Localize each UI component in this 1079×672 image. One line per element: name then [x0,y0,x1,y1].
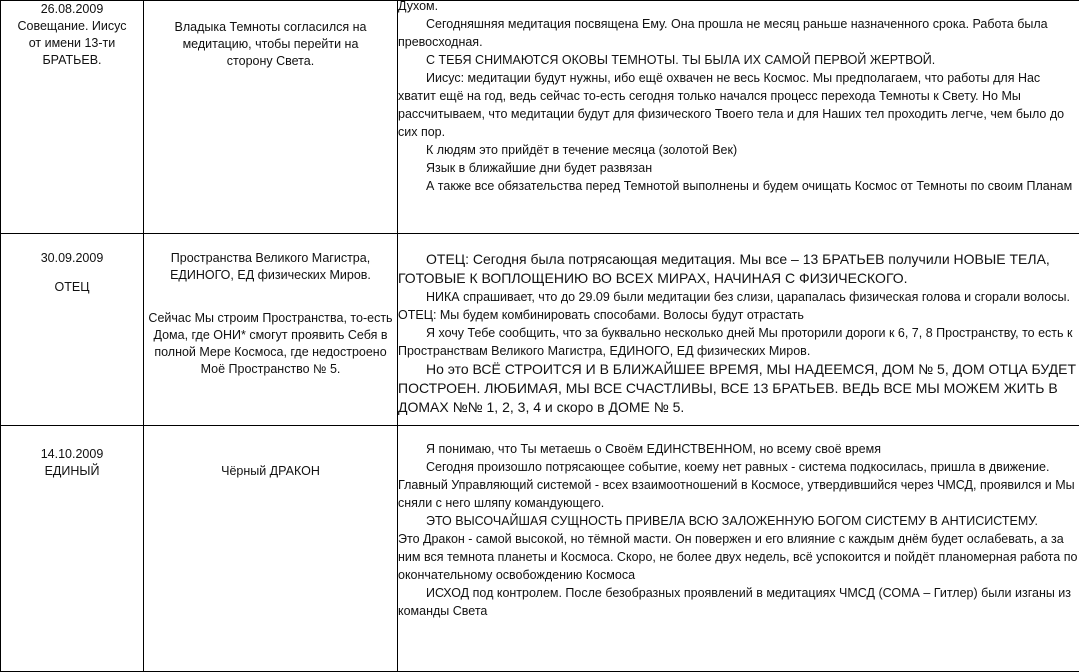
message-paragraph: С ТЕБЯ СНИМАЮТСЯ ОКОВЫ ТЕМНОТЫ. ТЫ БЫЛА ИХ САМОЙ ПЕРВОЙ ЖЕРТВОЙ. [398,51,1079,69]
message-paragraph: К людям это прийдёт в течение месяца (золотой Век) [398,141,1079,159]
entry-title: Владыка Темноты согласился на медитацию, чтобы перейти на сторону Света. [144,19,397,70]
title-cell [144,1,398,234]
message-paragraph: Язык в ближайшие дни будет развязан [398,159,1079,177]
message-paragraph: Но это ВСЁ СТРОИТСЯ И В БЛИЖАЙШЕЕ ВРЕМЯ, МЫ НАДЕЕМСЯ, ДОМ № 5, ДОМ ОТЦА БУДЕТ ПОСТРОЕН. ЛЮБИМАЯ, МЫ ВСЕ СЧАСТЛИВЫ, ВСЕ 13 БРАТЬЕВ. ВЕДЬ ВСЕ МЫ МОЖЕМ ЖИТЬ В ДОМАХ №№ 1, 2, 3, 4 и скоро в ДОМЕ № 5. [398,360,1079,417]
entry-title: Чёрный ДРАКОН [144,463,397,480]
message-paragraph: Это Дракон - самой высокой, но тёмной масти. Он повержен и его влияние с каждым днём будет ослабевать, а за ним вся темнота планеты и Космоса. Скоро, не более двух недель, всё успокоится и пойдёт планомерная работа по окончательному освобождению Космоса [398,530,1079,584]
message-paragraph: Я хочу Тебе сообщить, что за буквально несколько дней Мы проторили дороги к 6, 7, 8 Пространству, то есть к Пространствам Великого Магистра, ЕДИНОГО, ЕД физических Миров. [398,324,1079,360]
table-row [1,426,1079,672]
message-paragraph: ИСХОД под контролем. После безобразных проявлений в медитациях ЧМСД (СОМА – Гитлер) были изганы из команды Света [398,584,1079,620]
entry-date: 26.08.2009 [1,1,143,18]
message-paragraph: А также все обязательства перед Темнотой выполнены и будем очищать Космос от Темноты по своим Планам [398,177,1079,195]
entry-date: 14.10.2009 [1,446,143,463]
message-cell [398,426,1079,672]
message-paragraph: Духом. [398,1,1079,16]
entry-speaker: Совещание. Иисус от имени 13-ти БРАТЬЕВ. [1,18,143,69]
entry-date: 30.09.2009 [1,250,143,267]
message-paragraph: НИКА спрашивает, что до 29.09 были медитации без слизи, царапалась физическая голова и сгорали волосы. ОТЕЦ: Мы будем комбинировать способами. Волосы будут отрастать [398,288,1079,324]
message-paragraph: Я понимаю, что Ты метаешь о Своём ЕДИНСТВЕННОМ, но всему своё время [398,440,1079,458]
table-row [1,234,1079,426]
entry-subtitle: Сейчас Мы строим Пространства, то-есть Дома, где ОНИ* смогут проявить Себя в полной Мере Космоса, где недостроено Моё Пространство № 5. [144,310,397,378]
message-paragraph: ЭТО ВЫСОЧАЙШАЯ СУЩНОСТЬ ПРИВЕЛА ВСЮ ЗАЛОЖЕННУЮ БОГОМ СИСТЕМУ В АНТИСИСТЕМУ. [398,512,1079,530]
date-cell [1,234,144,426]
message-paragraph: Иисус: медитации будут нужны, ибо ещё охвачен не весь Космос. Мы предполагаем, что работы для Нас хватит ещё на год, ведь сейчас то-есть сегодня только начался процесс перехода Темноты к Свету. Но Мы рассчитываем, что медитации будут для физического Твоего тела и для Наших тел проходить легче, чем было до сих пор. [398,69,1079,141]
date-cell [1,1,144,234]
message-cell [398,234,1079,426]
message-paragraph: Сегодняшняя медитация посвящена Ему. Она прошла не месяц раньше назначенного срока. Работа была превосходная. [398,15,1079,51]
entry-title: Пространства Великого Магистра, ЕДИНОГО, ЕД физических Миров. [144,250,397,284]
title-cell [144,426,398,672]
title-cell [144,234,398,426]
message-paragraph: ОТЕЦ: Сегодня была потрясающая медитация. Мы все – 13 БРАТЬЕВ получили НОВЫЕ ТЕЛА, ГОТОВЫЕ К ВОПЛОЩЕНИЮ ВО ВСЕХ МИРАХ, НАЧИНАЯ С ФИЗИЧЕСКОГО. [398,250,1079,288]
entry-speaker: ОТЕЦ [1,279,143,296]
table-row [1,1,1079,234]
entry-speaker: ЕДИНЫЙ [1,463,143,480]
message-cell [398,1,1079,234]
message-paragraph: Сегодня произошло потрясающее событие, коему нет равных - система подкосилась, пришла в движение. Главный Управляющий системой - всех взаимоотношений в Космосе, утвердившийся через ЧМСД, проявился и Мы сняли с него шляпу командующего. [398,458,1079,512]
date-cell [1,426,144,672]
